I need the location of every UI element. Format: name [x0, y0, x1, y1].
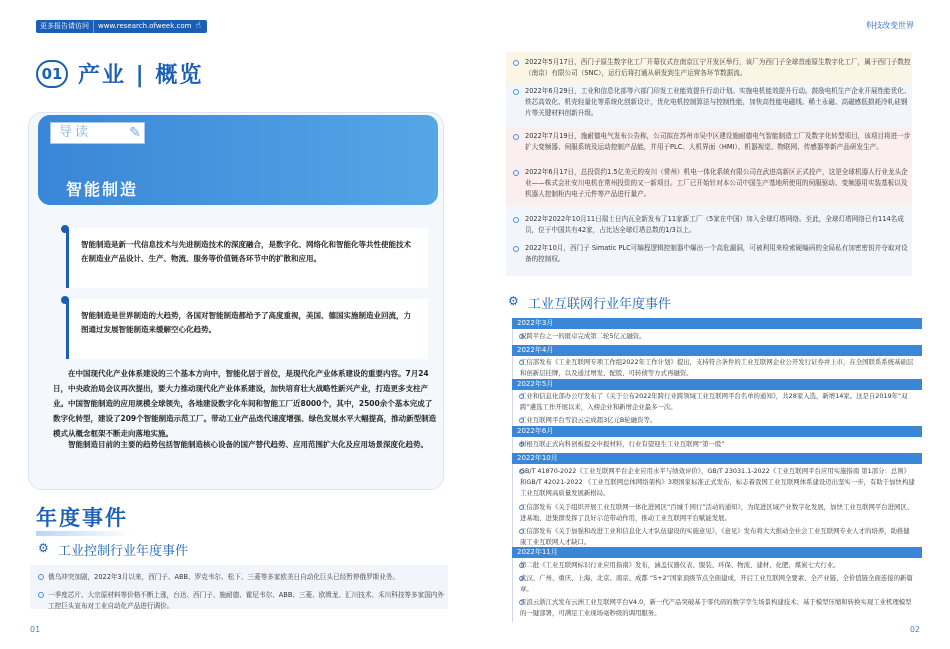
- industrial-control-title: 工业控制行业年度事件: [58, 544, 189, 559]
- bullet-icon: [513, 89, 519, 95]
- bullet-icon: [38, 592, 44, 598]
- bullet-icon: [513, 60, 519, 66]
- timeline-event: 第二批《工业互联网标识行业应用指南》发布，涵盖仪器仪表、服装、环保、物流、建材、化肥、煤炭七大行业。: [520, 561, 840, 569]
- card-heading: 智能制造: [66, 180, 139, 199]
- header-tag: 更多报告请访问: [36, 20, 94, 33]
- bullet-icon: [513, 170, 519, 176]
- list-item: 2022年2022年10月11日瑞士日内瓦全新发布了11家新工厂（5家在中国）加入全球灯塔网络。至此，全球灯塔网络已有114名成员，位于中国共有42家，占比达全球灯塔总数的1/3以上。: [525, 215, 904, 234]
- timeline-line: [512, 322, 513, 622]
- month-label: 2022年6月: [517, 427, 554, 435]
- list-item: 2022年10月，西门子 Simatic PLC可编程逻辑控制器中爆出一个高危漏洞，可被利用来检索硬编码的全局私有加密密钥并夺取对设备的控制权。: [525, 244, 908, 263]
- timeline-event: 工信部发布《关于组织开展工业互联网一体化进园区“百城千园行”活动的通知》，为促进区域产业数字化发展，加快工业互联网平台进园区、进基地、进集群发挥了良好示范带动作用，推动工业互联网平台赋能发展。: [520, 503, 914, 522]
- timeline-event: 雪浪云浙江式发布云洲工业互联网平台V4.0，新一代产品突破基于零代码的数字孪生场景构建技术；基于模型压缩和转换实现工业机理模型的一键部署，可满足工业现场毫秒级的调用服务。: [520, 598, 912, 617]
- timeline-event: 工业互联网平台雪浪云完成超3亿元B轮融资等。: [520, 416, 657, 424]
- list-item: 一季度芯片、大宗原材料等价格不断上涨，台达、西门子、施耐德、霍尼韦尔、ABB、三菱、欧姆龙、汇川技术、禾川科技等多家国内外工控巨头宣布对工业自动化产品进行调价。: [48, 591, 444, 610]
- page-number: 01: [30, 625, 41, 634]
- industrial-internet-title: 工业互联网行业年度事件: [528, 297, 672, 312]
- timeline-month: [512, 318, 922, 329]
- timeline-month: [512, 379, 922, 390]
- bullet-icon: [513, 217, 519, 223]
- month-label: 2022年11月: [517, 548, 558, 556]
- body-paragraph: 智能制造目前的主要的趋势包括智能制造核心设备的国产替代趋势、应用范围扩大化及应用场景深度化趋势。: [68, 440, 428, 449]
- body-paragraph: 在中国现代化产业体系建设的三个基本方向中，智能化居于首位，是现代化产业体系建设的重要内容。7月24日，中央政治局会议再次提出，要大力推动现代化产业体系建设，加快培育壮大战略性新兴产业，打造更多支柱产业。中国智能制造的应用规模全球领先，各地建设数字化车间和智能工厂近8000个，其中，2500余个基本完成了数字化转型，建设了209个智能制造示范工厂。带动工业产品迭代速度增强、绿色发展水平大幅提高，推动新型制造模式从概念框架不断走向落地实施。: [53, 369, 437, 438]
- page-number: 02: [909, 625, 920, 634]
- read-label: 导读: [50, 122, 145, 144]
- list-item: 2022年6月29日，工业和信息化部等六部门印发工业能效提升行动计划。实施电机能效提升行动。鼓励电机生产企业开展性能优化、铁芯高效化、机壳轻量化等系统化创新设计，优化电机控制算法与控制性能，加快高性能电磁线、稀土永磁、高磁感低损耗冷轧硅钢片等关键材料创新升级。: [525, 87, 911, 117]
- timeline-event: 工业和信息化部办公厅发布了《关于公布2022年跨行业跨领域工业互联网平台名单的通知》，共28家入选，新增14家。这是自2019年“双跨”遴选工作开展以来，入榜企业和新增企业最多一次。: [520, 392, 908, 411]
- list-item: 2022年7月19日，施耐德电气发布公告称，公司拟在苏州市吴中区建设施耐德电气智能制造工厂及数字化转型项目，该项目将进一步扩大变频器、伺服系统及运动控制产品能，并用于PLC、人机界面（HMI）、机器视觉、物联网、传感器等新产品研发生产。: [525, 132, 911, 151]
- list-item: 2022年6月17日，总投资约1.5亿美元的安川（常州）机电一体化系统有限公司在武进高新区正式投产，这是全球机器人行业龙头企业——株式会社安川电机在常州投资的又一新项目。工厂已开始针对本公司中国生产基地所使用的伺服驱动、变频器用实装基板以及机器人控制柜内电子元件等产品进行量产。: [525, 168, 908, 198]
- timeline-month: [512, 426, 922, 437]
- section-number: 01: [36, 60, 68, 88]
- list-item: 俄乌冲突加剧，2022年3月以来，西门子、ABB、罗克韦尔、松下、三菱等多家欧美日自动化巨头已经暂停俄罗斯业务。: [48, 573, 400, 581]
- pointer-icon: ☝: [195, 21, 201, 31]
- timeline-month: [512, 547, 922, 558]
- timeline-event: 工信部发布《关于加强和改进工业和信息化人才队伍建设的实施意见》，《意见》发布将大大推动全社会工业互联网专业人才的培养，助推健康工业互联网人才缺口。: [520, 527, 910, 546]
- header-bar: [36, 20, 207, 33]
- timeline-month: [512, 453, 922, 464]
- header-slogan: 科技改变世界: [866, 21, 914, 30]
- timeline-event: 工信部发布《工业互联网专项工作组2022年工作计划》提出，支持符合条件的工业互联网企业公开发行证券并上市，在全国联系系统基础层和创新层挂牌，以及通过增发、配股、可转债等方式再融资。: [520, 358, 914, 377]
- month-label: 2022年3月: [517, 319, 554, 327]
- bullet-icon: [513, 134, 519, 140]
- month-label: 2022年4月: [517, 346, 554, 354]
- month-label: 2022年5月: [517, 380, 554, 388]
- timeline-month: [512, 345, 922, 356]
- quote-definition: 智能制造是新一代信息技术与先进制造技术的深度融合，是数字化、网络化和智能化等共性使能技术在制造业产品设计、生产、物流、服务等价值链各环节中的扩散和应用。: [66, 228, 428, 288]
- timeline-event: GB/T 41870-2022《工业互联网平台企业应用水平与绩效评价》、GB/T 23031.1-2022《工业互联网平台应用实施指南 第1部分：总则》和GB/T 42021-2022 《工业互联网总体网络架构》3项国家标准正式发布，标志着我国工业互联网体系建设迈出坚实一步，有助于加快构建工业互联网高质量发展新格局。: [520, 467, 915, 497]
- section-title: 产业 | 概览: [78, 63, 204, 88]
- quote-trend: 智能制造是世界制造的大趋势，各国对智能制造都给予了高度重视，美国、德国实施制造业回流，力图通过发展智能制造来缓解空心化趋势。: [66, 299, 428, 359]
- header-url-link[interactable]: www.research.ofweek.com: [98, 22, 192, 30]
- right-page: [475, 0, 950, 649]
- read-doc-icon: ✎: [129, 125, 141, 141]
- timeline-event: 双跨平台之一的匿卓完成第二轮5亿元融资。: [520, 332, 646, 340]
- timeline-event: 树根互联正式向科创板提交申报材料，行业有望迎生工业互联网“第一股”: [520, 440, 725, 448]
- annual-events-title: 年度事件: [36, 506, 128, 530]
- gear-icon: ⚙: [38, 541, 49, 555]
- title-underline: [36, 531, 132, 536]
- bullet-icon: [513, 246, 519, 252]
- list-item: 2022年5月17日，西门子原生数字化工厂开幕仪式在南京江宁开发区举行，该厂为西门子全球首座原生数字化工厂，属于西门子数控（南京）有限公司（SNC），运行后将打通从研发到生产运营各环节数据流。: [525, 58, 911, 77]
- month-label: 2022年10月: [517, 454, 558, 462]
- timeline-event: 武汉、广州、重庆、上海、北京、南京、成都 “5+2”国家顶级节点全面建成，开启工业互联网全要素、全产业链、全价值链全面连接的新篇章。: [520, 574, 913, 593]
- bullet-icon: [38, 574, 44, 580]
- gear-icon: ⚙: [508, 294, 519, 308]
